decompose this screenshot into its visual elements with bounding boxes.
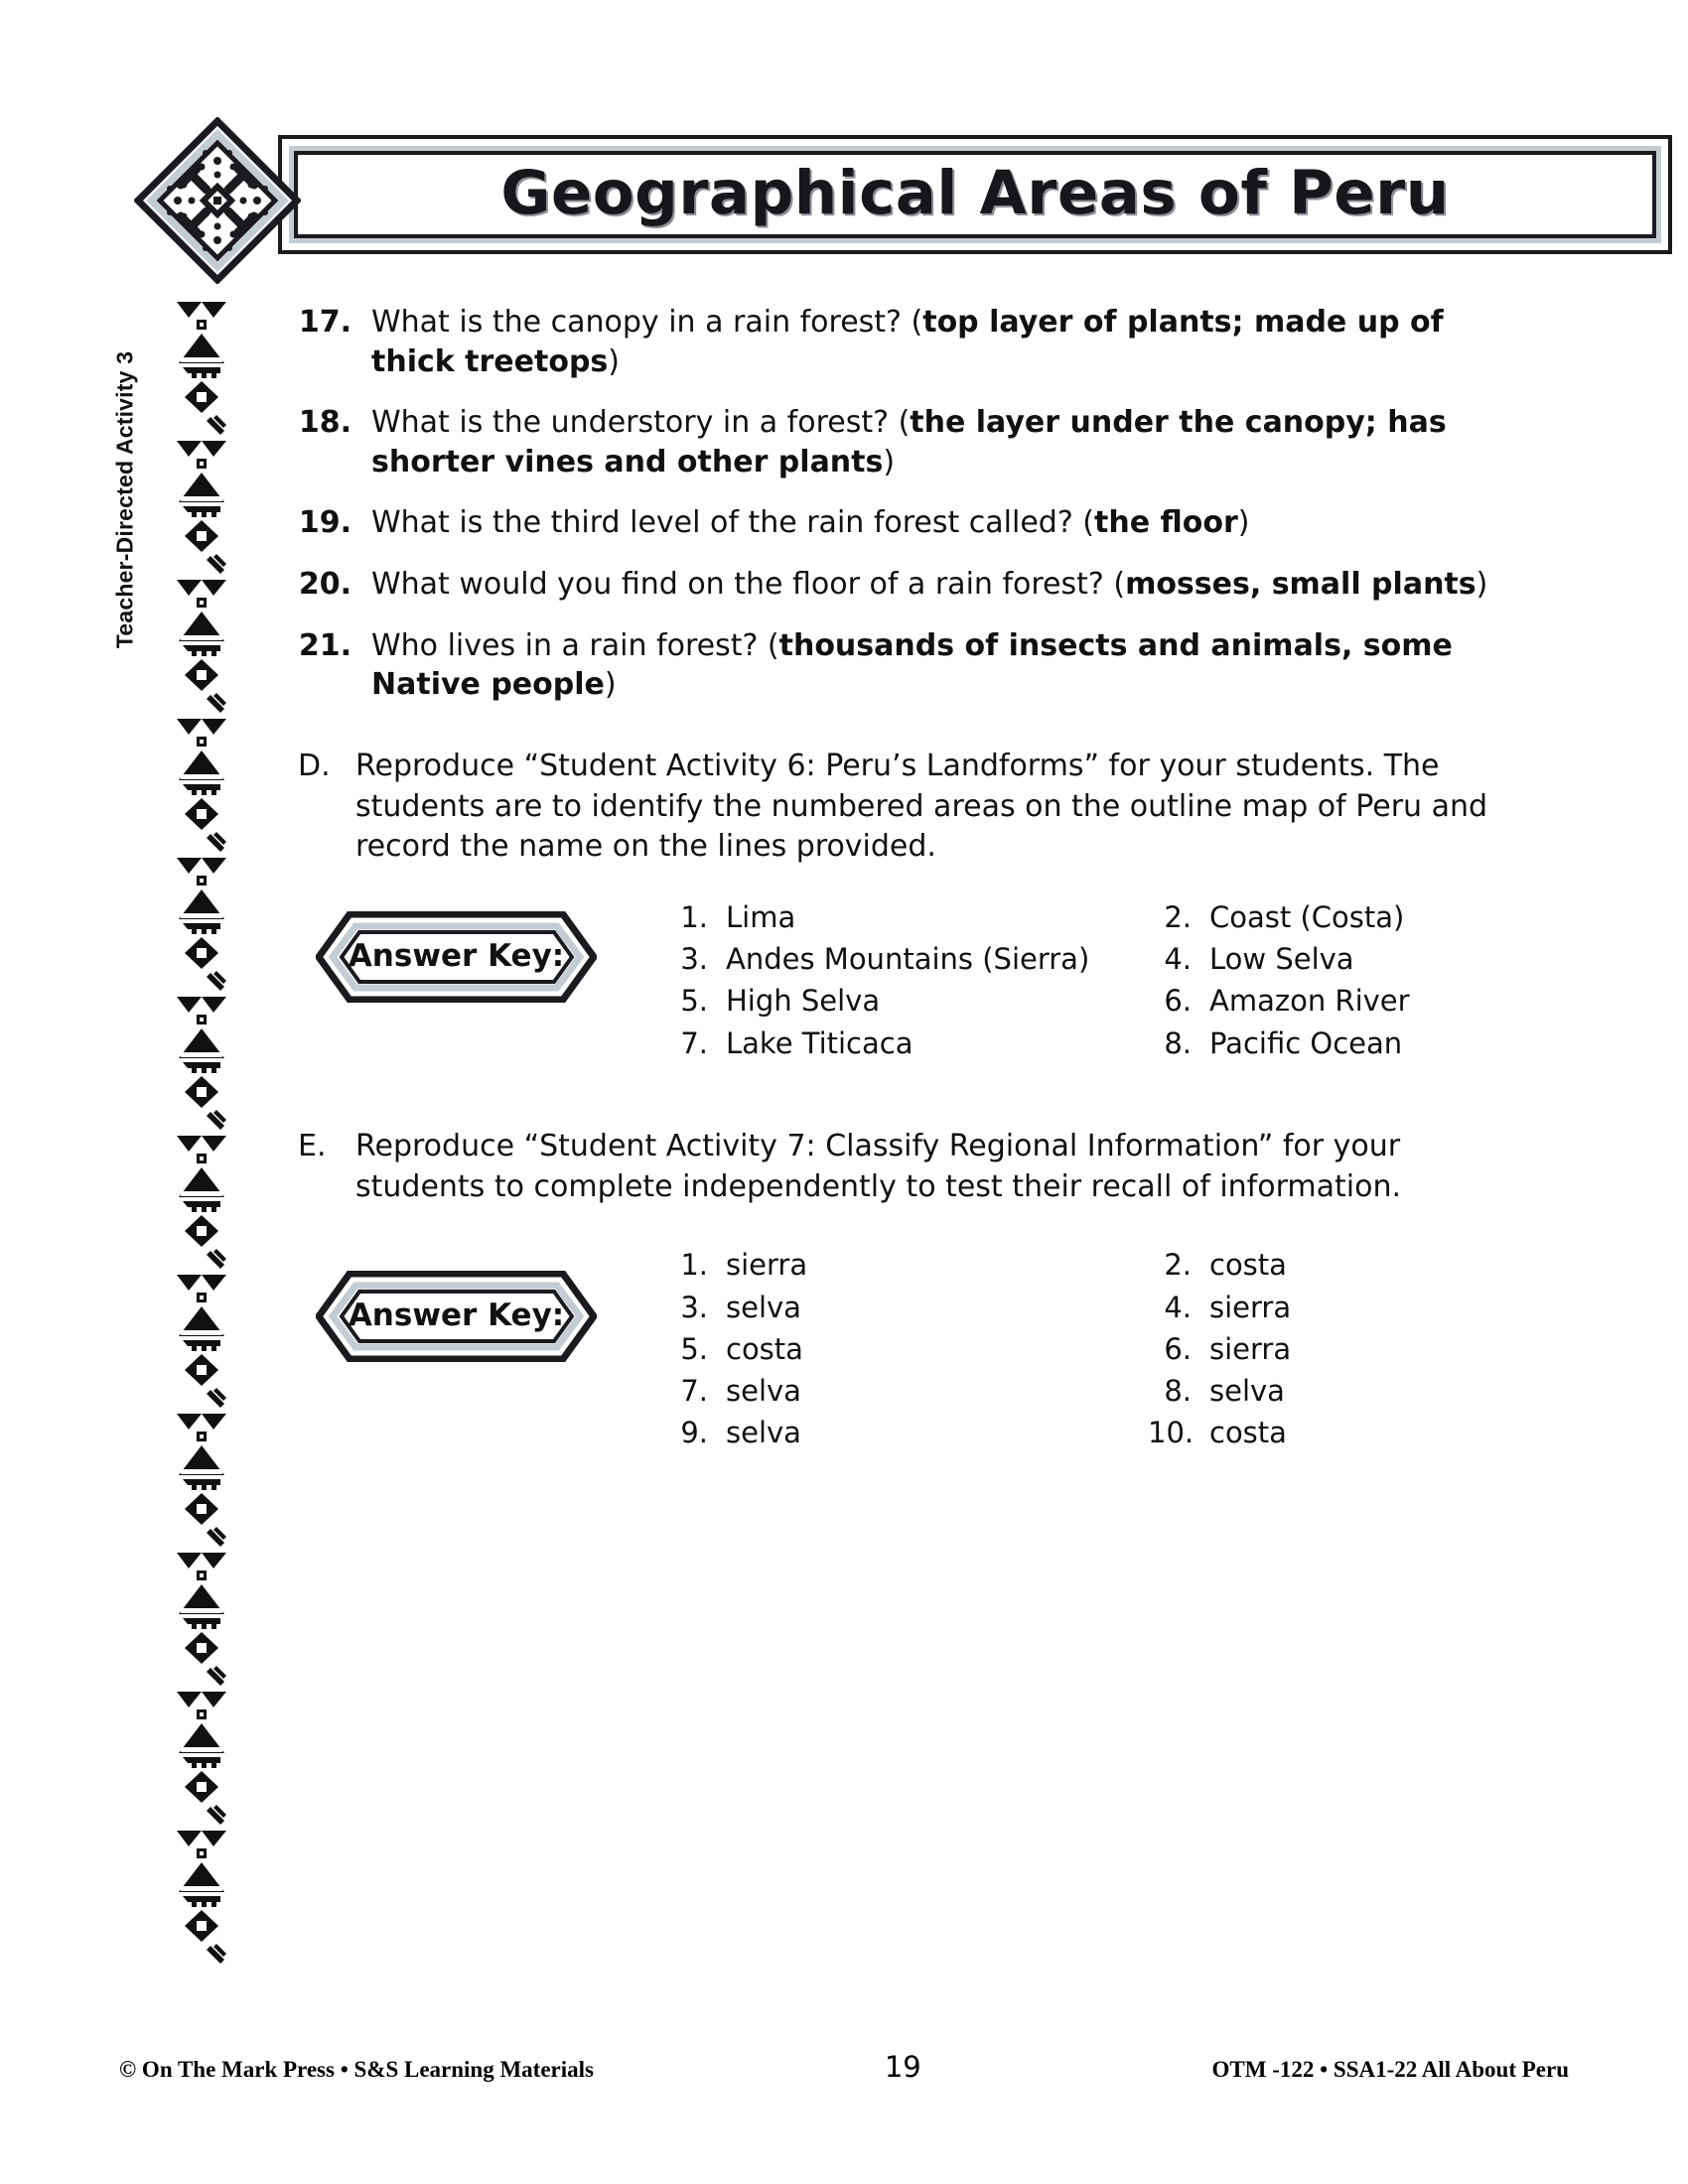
- section-d-text: Reproduce “Student Activity 6: Peru’s Landforms” for your students. The students are to identify the numbered areas on the outline map of Peru and record the name on the lines provided.: [355, 748, 1488, 865]
- answer-text: Coast (Costa): [1209, 900, 1405, 935]
- question-item: [298, 403, 1519, 481]
- page-header: [134, 117, 1539, 264]
- answer-number: 6.: [1164, 1331, 1192, 1366]
- answer-text: sierra: [726, 1248, 808, 1283]
- answer-text: sierra: [1209, 1290, 1292, 1324]
- answer-item: [664, 939, 1148, 981]
- answer-item: [664, 1329, 1148, 1371]
- answer-number: 2.: [1164, 900, 1192, 935]
- answer-text: costa: [726, 1331, 803, 1366]
- answer-text: costa: [1209, 1416, 1287, 1450]
- answer-text: selva: [726, 1290, 801, 1324]
- footer-copyright: © On The Mark Press • S&S Learning Materials: [119, 2057, 594, 2082]
- answer-item: [1148, 939, 1519, 981]
- question-prompt: What is the understory in a forest? (: [371, 405, 911, 441]
- question-number: 21.: [298, 627, 352, 663]
- answer-text: sierra: [1209, 1331, 1292, 1366]
- answer-item: [1148, 1371, 1519, 1413]
- answer-text: Pacific Ocean: [1209, 1025, 1403, 1060]
- answer-number: 3.: [680, 942, 708, 977]
- answer-number: 3.: [680, 1290, 708, 1324]
- section-e-letter: E.: [298, 1128, 327, 1163]
- answer-number: 1.: [680, 900, 708, 935]
- question-close-paren: ): [608, 343, 620, 379]
- answer-text: High Selva: [726, 984, 881, 1019]
- answer-item: [1148, 897, 1519, 939]
- answer-item: [664, 981, 1148, 1023]
- question-number: 20.: [298, 566, 352, 602]
- side-tab-label: Teacher-Directed Activity 3: [111, 350, 138, 649]
- answer-key-label: Answer Key:: [348, 937, 565, 974]
- question-answer: the floor: [1094, 505, 1238, 541]
- answer-number: 8.: [1164, 1373, 1192, 1408]
- question-close-paren: ): [1476, 566, 1488, 602]
- answer-number: 10.: [1148, 1416, 1195, 1450]
- question-text: [371, 503, 1519, 543]
- section-e: [298, 1127, 1519, 1208]
- answer-number: 4.: [1164, 1290, 1192, 1324]
- question-item: [298, 626, 1519, 705]
- answer-item: [664, 897, 1148, 939]
- answer-number: 5.: [680, 984, 708, 1019]
- section-d: [298, 747, 1519, 868]
- question-close-paren: ): [1237, 505, 1250, 541]
- answer-item: [664, 1245, 1148, 1287]
- answer-text: Low Selva: [1209, 942, 1354, 977]
- answer-number: 9.: [680, 1416, 708, 1450]
- question-number: 17.: [298, 305, 352, 340]
- answer-key-block-2: [298, 1245, 1519, 1454]
- diamond-ornament-icon: [134, 117, 301, 284]
- answer-number: 6.: [1164, 984, 1192, 1019]
- answer-number: 2.: [1164, 1248, 1192, 1283]
- answer-item: [1148, 1329, 1519, 1371]
- answer-text: Lake Titicaca: [726, 1025, 914, 1060]
- question-item: [298, 565, 1519, 605]
- question-close-paren: ): [883, 444, 896, 479]
- answer-text: Lima: [726, 900, 796, 935]
- answer-key-badge: [316, 911, 597, 1003]
- answer-text: costa: [1209, 1248, 1287, 1283]
- question-prompt: What would you find on the floor of a rain forest? (: [371, 566, 1126, 602]
- section-d-letter: D.: [298, 748, 331, 783]
- answer-key-badge: [316, 1271, 597, 1362]
- question-item: [298, 303, 1519, 381]
- page-footer: [119, 2050, 1569, 2084]
- answer-item: [1148, 1413, 1519, 1454]
- question-item: [298, 503, 1519, 543]
- answer-text: selva: [726, 1373, 801, 1408]
- answer-item: [1148, 981, 1519, 1023]
- question-prompt: What is the canopy in a rain forest? (: [371, 305, 923, 340]
- question-number: 19.: [298, 505, 352, 541]
- answer-number: 7.: [680, 1025, 708, 1060]
- answer-item: [664, 1413, 1148, 1454]
- answer-text: Amazon River: [1209, 984, 1410, 1019]
- answer-text: Andes Mountains (Sierra): [726, 942, 1090, 977]
- question-text: [371, 303, 1519, 381]
- answer-key-block-1: [298, 897, 1519, 1065]
- answer-item: [1148, 1288, 1519, 1329]
- answer-item: [664, 1024, 1148, 1065]
- page-title: Geographical Areas of Peru: [500, 157, 1450, 228]
- question-text: [371, 565, 1519, 605]
- answer-key-label: Answer Key:: [348, 1297, 565, 1333]
- title-banner: [278, 135, 1672, 254]
- worksheet-content: [298, 303, 1519, 1454]
- answer-number: 5.: [680, 1331, 708, 1366]
- question-close-paren: ): [604, 667, 617, 703]
- answer-number: 1.: [680, 1248, 708, 1283]
- section-e-text: Reproduce “Student Activity 7: Classify Regional Information” for your students to complete independently to test their recall of information.: [355, 1128, 1402, 1204]
- answer-item: [664, 1288, 1148, 1329]
- question-number: 18.: [298, 405, 352, 441]
- page-number: 19: [884, 2050, 921, 2084]
- question-text: [371, 403, 1519, 481]
- question-text: [371, 626, 1519, 705]
- question-answer: top layer of plants; made up of thick treetops: [371, 305, 1444, 379]
- question-answer: thousands of insects and animals, some Native people: [371, 627, 1453, 703]
- andean-border-pattern-icon: [171, 298, 232, 1985]
- answer-number: 4.: [1164, 942, 1192, 977]
- question-prompt: Who lives in a rain forest? (: [371, 627, 779, 663]
- answer-key-list-1: [664, 897, 1519, 1065]
- answer-text: selva: [726, 1416, 801, 1450]
- question-answer: the layer under the canopy; has shorter vines and other plants: [371, 405, 1447, 479]
- answer-number: 7.: [680, 1373, 708, 1408]
- question-answer: mosses, small plants: [1125, 566, 1477, 602]
- answer-text: selva: [1209, 1373, 1285, 1408]
- answer-item: [1148, 1024, 1519, 1065]
- answer-number: 8.: [1164, 1025, 1192, 1060]
- answer-item: [1148, 1245, 1519, 1287]
- answer-item: [664, 1371, 1148, 1413]
- footer-product-code: OTM -122 • SSA1-22 All About Peru: [1211, 2057, 1569, 2082]
- answer-key-list-2: [664, 1245, 1519, 1454]
- question-prompt: What is the third level of the rain forest called? (: [371, 505, 1095, 541]
